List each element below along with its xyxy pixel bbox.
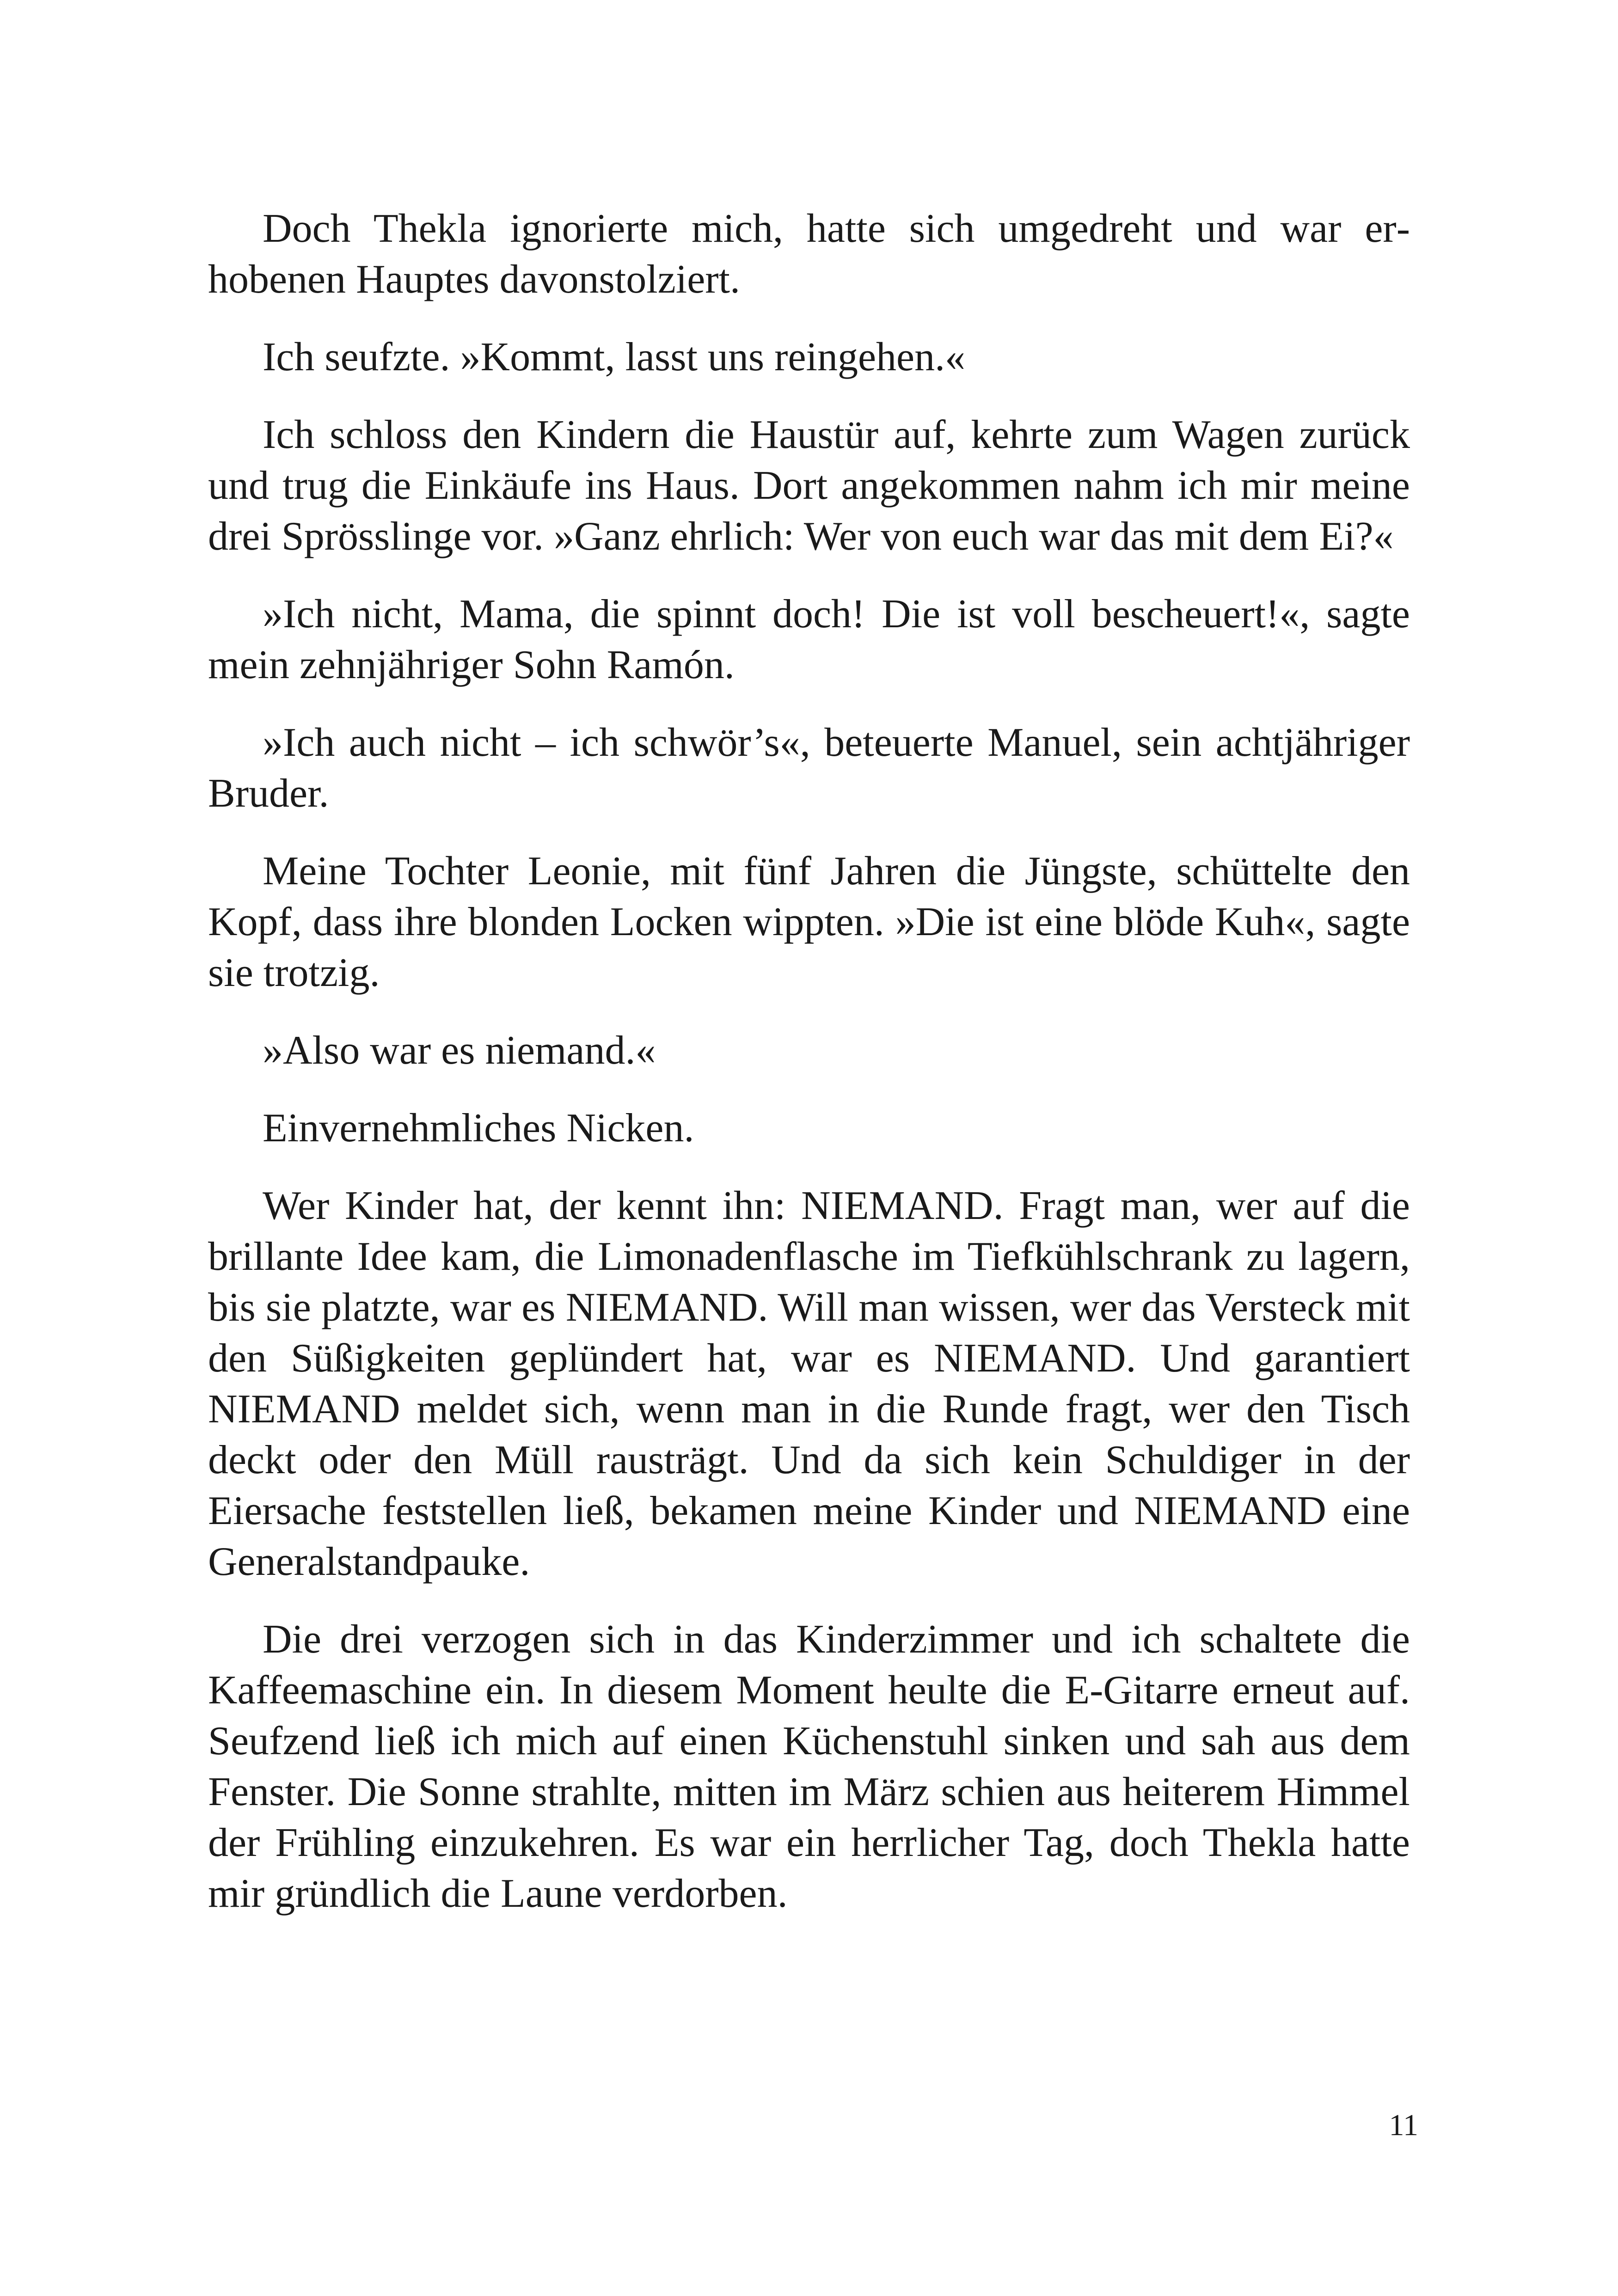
paragraph: Doch Thekla ignorierte mich, hatte sich umgedreht und war erhobenen Hauptes davonstolziert. xyxy=(208,206,1410,302)
paragraph: Einvernehmliches Nicken. xyxy=(263,1106,694,1151)
page-number: 11 xyxy=(1389,2108,1418,2142)
paragraph: »Ich nicht, Mama, die spinnt doch! Die ist voll bescheuert!«, sagte mein zehnjähriger Sohn Ramón. xyxy=(208,592,1410,687)
paragraph: Wer Kinder hat, der kennt ihn: NIEMAND. Fragt man, wer auf die brillante Idee kam, die Limonadenflasche im Tiefkühlschrank zu lagern, bis sie platzte, war es NIEMAND. Will man wissen, wer das Versteck mit den Süßigkeiten geplündert hat, war es NIEMAND. Und garantiert NIEMAND meldet sich, wenn man in die Runde fragt, wer den Tisch deckt oder den Müll rausträgt. Und da sich kein Schuldiger in der Eiersache feststellen ließ, bekamen meine Kinder und NIEMAND eine Generalstandpauke. xyxy=(208,1183,1410,1584)
paragraph: »Also war es niemand.« xyxy=(263,1028,656,1073)
paragraph: Ich seufzte. »Kommt, lasst uns reingehen.« xyxy=(263,335,966,380)
paragraph: Ich schloss den Kindern die Haustür auf, kehrte zum Wagen zurück und trug die Einkäufe ins Haus. Dort angekommen nahm ich mir meine drei Sprösslinge vor. »Ganz ehrlich: Wer von euch war das mit dem Ei?« xyxy=(208,412,1410,559)
paragraph: »Ich auch nicht – ich schwör’s«, beteuerte Manuel, sein achtjähriger Bruder. xyxy=(208,720,1410,816)
body-text xyxy=(208,203,1410,1946)
paragraph: Die drei verzogen sich in das Kinderzimmer und ich schaltete die Kaffeemaschine ein. In diesem Moment heulte die E-Gitarre erneut auf. Seufzend ließ ich mich auf einen Küchenstuhl sinken und sah aus dem Fenster. Die Sonne strahlte, mitten im März schien aus heiterem Himmel der Frühling einzukehren. Es war ein herrlicher Tag, doch Thekla hatte mir gründlich die Laune verdorben. xyxy=(208,1617,1410,1916)
paragraph: Meine Tochter Leonie, mit fünf Jahren die Jüngste, schüttelte den Kopf, dass ihre blonden Locken wippten. »Die ist eine blöde Kuh«, sagte sie trotzig. xyxy=(208,849,1410,995)
